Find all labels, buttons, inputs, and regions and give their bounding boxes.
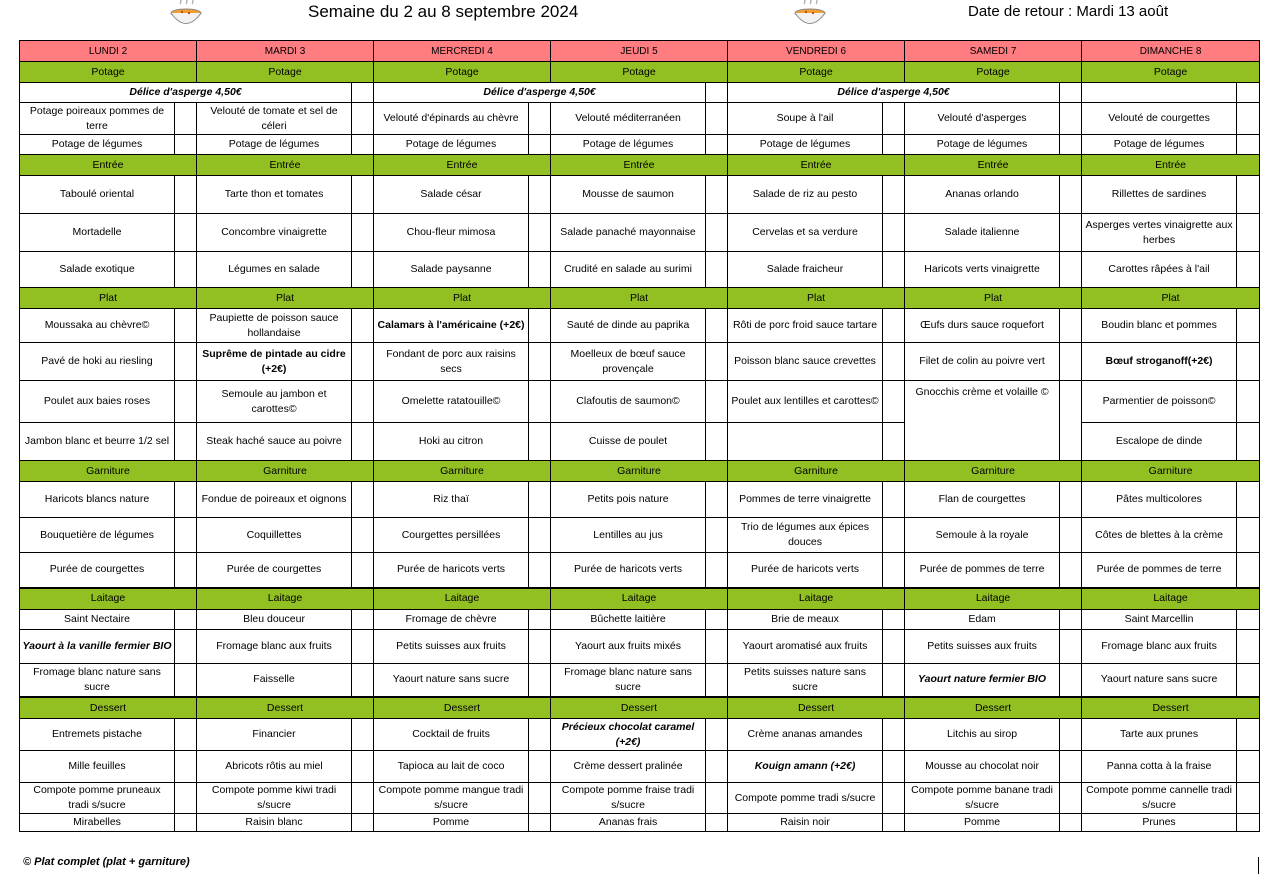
menu-item: Courgettes persillées — [374, 518, 529, 553]
section-header: Potage — [1082, 62, 1260, 83]
menu-item: Fromage blanc nature sans sucre — [551, 663, 706, 697]
special-dish: Délice d'asperge 4,50€ — [728, 83, 1060, 103]
section-header: Garniture — [374, 461, 551, 482]
menu-item: Boudin blanc et pommes — [1082, 309, 1237, 343]
menu-item: Poisson blanc sauce crevettes — [728, 343, 883, 381]
section-header: Laitage — [728, 588, 905, 610]
menu-item: Semoule à la royale — [905, 518, 1060, 553]
menu-item: Légumes en salade — [197, 252, 352, 288]
empty-cell — [706, 83, 728, 103]
menu-item: Purée de haricots verts — [728, 553, 883, 588]
menu-item: Parmentier de poisson© — [1082, 381, 1237, 423]
menu-item: Compote pomme cannelle tradi s/sucre — [1082, 783, 1237, 814]
menu-row — [20, 518, 1260, 553]
menu-item: Ananas frais — [551, 814, 706, 832]
menu-item: Hoki au citron — [374, 423, 529, 461]
section-header: Garniture — [197, 461, 374, 482]
menu-item: Yaourt nature sans sucre — [1082, 663, 1237, 697]
menu-item: Salade panaché mayonnaise — [551, 214, 706, 252]
menu-row — [20, 719, 1260, 751]
menu-row — [20, 663, 1260, 697]
page-title: Semaine du 2 au 8 septembre 2024 — [308, 2, 579, 21]
day-header: MERCREDI 4 — [374, 41, 551, 62]
menu-item: Potage de légumes — [20, 135, 175, 155]
menu-item: Litchis au sirop — [905, 719, 1060, 751]
menu-item: Soupe à l'ail — [728, 103, 883, 135]
menu-item: Purée de courgettes — [20, 553, 175, 588]
menu-item: Côtes de blettes à la crème — [1082, 518, 1237, 553]
menu-item: Pommes de terre vinaigrette — [728, 482, 883, 518]
menu-item: Potage de légumes — [728, 135, 883, 155]
section-header: Potage — [197, 62, 374, 83]
menu-row — [20, 553, 1260, 588]
menu-item: Salade italienne — [905, 214, 1060, 252]
menu-item: Clafoutis de saumon© — [551, 381, 706, 423]
section-row-potage — [20, 62, 1260, 83]
menu-item: Rillettes de sardines — [1082, 176, 1237, 214]
section-header: Entrée — [374, 155, 551, 176]
section-header: Laitage — [197, 588, 374, 610]
section-header: Entrée — [551, 155, 728, 176]
day-header: SAMEDI 7 — [905, 41, 1082, 62]
soup-bowl-icon — [166, 0, 206, 30]
section-header: Entrée — [728, 155, 905, 176]
weekly-menu-table — [19, 40, 1260, 832]
section-header: Plat — [197, 288, 374, 309]
menu-row — [20, 381, 1260, 423]
section-header: Dessert — [905, 697, 1082, 719]
section-header: Dessert — [728, 697, 905, 719]
section-header: Dessert — [551, 697, 728, 719]
menu-item: Concombre vinaigrette — [197, 214, 352, 252]
section-header: Laitage — [1082, 588, 1260, 610]
menu-item: Raisin noir — [728, 814, 883, 832]
menu-item: Fromage blanc aux fruits — [1082, 629, 1237, 663]
section-row-garniture — [20, 461, 1260, 482]
special-dish: Délice d'asperge 4,50€ — [374, 83, 706, 103]
menu-item: Fromage blanc nature sans sucre — [20, 663, 175, 697]
section-header: Laitage — [20, 588, 197, 610]
menu-item: Moelleux de bœuf sauce provençale — [551, 343, 706, 381]
menu-item: Purée de courgettes — [197, 553, 352, 588]
day-header: LUNDI 2 — [20, 41, 197, 62]
menu-item: Compote pomme pruneaux tradi s/sucre — [20, 783, 175, 814]
empty-cell — [1237, 83, 1260, 103]
menu-item: Mille feuilles — [20, 751, 175, 783]
menu-item: Potage de légumes — [197, 135, 352, 155]
section-header: Entrée — [1082, 155, 1260, 176]
menu-row — [20, 343, 1260, 381]
menu-item: Fondant de porc aux raisins secs — [374, 343, 529, 381]
menu-item: Suprême de pintade au cidre (+2€) — [197, 343, 352, 381]
menu-row — [20, 309, 1260, 343]
menu-item: Gnocchis crème et volaille © — [905, 381, 1060, 461]
menu-item: Yaourt aux fruits mixés — [551, 629, 706, 663]
menu-item: Précieux chocolat caramel (+2€) — [551, 719, 706, 751]
menu-item: Velouté d'épinards au chèvre — [374, 103, 529, 135]
section-row-laitage — [20, 588, 1260, 610]
section-header: Plat — [20, 288, 197, 309]
menu-item: Saint Nectaire — [20, 609, 175, 629]
menu-row — [20, 214, 1260, 252]
empty-cell — [352, 83, 374, 103]
menu-item: Riz thaï — [374, 482, 529, 518]
day-header: MARDI 3 — [197, 41, 374, 62]
menu-item: Pavé de hoki au riesling — [20, 343, 175, 381]
menu-item: Ananas orlando — [905, 176, 1060, 214]
menu-item: Fromage de chèvre — [374, 609, 529, 629]
menu-item: Petits suisses aux fruits — [374, 629, 529, 663]
menu-item: Prunes — [1082, 814, 1237, 832]
menu-item: Bouquetière de légumes — [20, 518, 175, 553]
menu-row — [20, 609, 1260, 629]
menu-row — [20, 629, 1260, 663]
section-header: Plat — [728, 288, 905, 309]
menu-item: Yaourt nature fermier BIO — [905, 663, 1060, 697]
menu-item: Mousse au chocolat noir — [905, 751, 1060, 783]
section-header: Potage — [551, 62, 728, 83]
menu-item: Faisselle — [197, 663, 352, 697]
menu-row — [20, 252, 1260, 288]
menu-item: Potage de légumes — [551, 135, 706, 155]
menu-item: Sauté de dinde au paprika — [551, 309, 706, 343]
day-header: JEUDI 5 — [551, 41, 728, 62]
menu-row — [20, 135, 1260, 155]
section-header: Plat — [374, 288, 551, 309]
section-header: Dessert — [20, 697, 197, 719]
menu-item: Crème ananas amandes — [728, 719, 883, 751]
menu-item: Edam — [905, 609, 1060, 629]
menu-item: Flan de courgettes — [905, 482, 1060, 518]
menu-item: Yaourt nature sans sucre — [374, 663, 529, 697]
menu-item: Paupiette de poisson sauce hollandaise — [197, 309, 352, 343]
menu-item: Tarte aux prunes — [1082, 719, 1237, 751]
menu-item: Financier — [197, 719, 352, 751]
menu-item: Calamars à l'américaine (+2€) — [374, 309, 529, 343]
menu-item: Bœuf stroganoff(+2€) — [1082, 343, 1237, 381]
menu-item: Velouté de courgettes — [1082, 103, 1237, 135]
menu-row — [20, 176, 1260, 214]
special-dish: Délice d'asperge 4,50€ — [20, 83, 352, 103]
section-header: Laitage — [905, 588, 1082, 610]
menu-item: Entremets pistache — [20, 719, 175, 751]
menu-item: Panna cotta à la fraise — [1082, 751, 1237, 783]
menu-item: Salade exotique — [20, 252, 175, 288]
menu-item: Bûchette laitière — [551, 609, 706, 629]
page-header — [0, 0, 1280, 40]
day-header: VENDREDI 6 — [728, 41, 905, 62]
menu-item: Fondue de poireaux et oignons — [197, 482, 352, 518]
menu-item: Compote pomme fraise tradi s/sucre — [551, 783, 706, 814]
menu-item: Salade paysanne — [374, 252, 529, 288]
menu-item: Lentilles au jus — [551, 518, 706, 553]
section-header: Dessert — [374, 697, 551, 719]
menu-item: Purée de pommes de terre — [905, 553, 1060, 588]
empty-cell — [1082, 83, 1237, 103]
days-row — [20, 41, 1260, 62]
menu-item: Compote pomme kiwi tradi s/sucre — [197, 783, 352, 814]
menu-item: Crème dessert pralinée — [551, 751, 706, 783]
menu-item: Poulet aux baies roses — [20, 381, 175, 423]
menu-item: Omelette ratatouille© — [374, 381, 529, 423]
section-header: Dessert — [1082, 697, 1260, 719]
menu-item: Tarte thon et tomates — [197, 176, 352, 214]
section-header: Entrée — [905, 155, 1082, 176]
menu-item: Compote pomme mangue tradi s/sucre — [374, 783, 529, 814]
menu-item: Potage de légumes — [1082, 135, 1237, 155]
menu-row — [20, 482, 1260, 518]
menu-item: Pâtes multicolores — [1082, 482, 1237, 518]
menu-item: Fromage blanc aux fruits — [197, 629, 352, 663]
section-header: Garniture — [551, 461, 728, 482]
menu-item: Potage de légumes — [374, 135, 529, 155]
menu-item: Petits pois nature — [551, 482, 706, 518]
menu-row — [20, 783, 1260, 814]
menu-item: Salade de riz au pesto — [728, 176, 883, 214]
menu-item: Asperges vertes vinaigrette aux herbes — [1082, 214, 1237, 252]
menu-item: Velouté méditerranéen — [551, 103, 706, 135]
menu-item: Pomme — [905, 814, 1060, 832]
menu-item: Carottes râpées à l'ail — [1082, 252, 1237, 288]
menu-item: Moussaka au chèvre© — [20, 309, 175, 343]
menu-item: Trio de légumes aux épices douces — [728, 518, 883, 553]
section-header: Plat — [905, 288, 1082, 309]
menu-item: Filet de colin au poivre vert — [905, 343, 1060, 381]
section-header: Dessert — [197, 697, 374, 719]
menu-item: Chou-fleur mimosa — [374, 214, 529, 252]
menu-item: Brie de meaux — [728, 609, 883, 629]
menu-item: Salade césar — [374, 176, 529, 214]
menu-item: Mousse de saumon — [551, 176, 706, 214]
menu-item: Jambon blanc et beurre 1/2 sel — [20, 423, 175, 461]
menu-item: Purée de haricots verts — [374, 553, 529, 588]
menu-row — [20, 814, 1260, 832]
menu-item: Pomme — [374, 814, 529, 832]
menu-item: Œufs durs sauce roquefort — [905, 309, 1060, 343]
empty-cell — [1060, 83, 1082, 103]
section-header: Laitage — [374, 588, 551, 610]
menu-item: Potage de légumes — [905, 135, 1060, 155]
menu-item: Haricots blancs nature — [20, 482, 175, 518]
menu-item: Purée de haricots verts — [551, 553, 706, 588]
menu-item: Tapioca au lait de coco — [374, 751, 529, 783]
section-header: Entrée — [197, 155, 374, 176]
return-date: Date de retour : Mardi 13 août — [968, 3, 1169, 20]
section-header: Garniture — [728, 461, 905, 482]
menu-item: Cervelas et sa verdure — [728, 214, 883, 252]
menu-item: Raisin blanc — [197, 814, 352, 832]
footnote: © Plat complet (plat + garniture) — [23, 856, 190, 868]
menu-item: Steak haché sauce au poivre — [197, 423, 352, 461]
menu-item: Bleu douceur — [197, 609, 352, 629]
section-row-dessert — [20, 697, 1260, 719]
menu-item: Yaourt à la vanille fermier BIO — [20, 629, 175, 663]
menu-item: Yaourt aromatisé aux fruits — [728, 629, 883, 663]
menu-item: Crudité en salade au surimi — [551, 252, 706, 288]
section-header: Garniture — [905, 461, 1082, 482]
section-header: Potage — [905, 62, 1082, 83]
menu-item: Haricots verts vinaigrette — [905, 252, 1060, 288]
section-header: Potage — [374, 62, 551, 83]
menu-item: Petits suisses aux fruits — [905, 629, 1060, 663]
menu-item: Rôti de porc froid sauce tartare — [728, 309, 883, 343]
section-row-entree — [20, 155, 1260, 176]
day-header: DIMANCHE 8 — [1082, 41, 1260, 62]
menu-item: Cuisse de poulet — [551, 423, 706, 461]
menu-item: Compote pomme banane tradi s/sucre — [905, 783, 1060, 814]
section-header: Plat — [1082, 288, 1260, 309]
menu-item: Potage poireaux pommes de terre — [20, 103, 175, 135]
menu-item: Poulet aux lentilles et carottes© — [728, 381, 883, 423]
menu-item: Petits suisses nature sans sucre — [728, 663, 883, 697]
menu-item: Compote pomme tradi s/sucre — [728, 783, 883, 814]
menu-item: Mortadelle — [20, 214, 175, 252]
menu-item: Escalope de dinde — [1082, 423, 1237, 461]
menu-item: Semoule au jambon et carottes© — [197, 381, 352, 423]
section-header: Garniture — [20, 461, 197, 482]
menu-row — [20, 103, 1260, 135]
menu-item: Coquillettes — [197, 518, 352, 553]
section-row-plat — [20, 288, 1260, 309]
menu-item: Purée de pommes de terre — [1082, 553, 1237, 588]
menu-item: Abricots rôtis au miel — [197, 751, 352, 783]
section-header: Entrée — [20, 155, 197, 176]
menu-item: Cocktail de fruits — [374, 719, 529, 751]
divider — [1258, 857, 1259, 874]
section-header: Potage — [20, 62, 197, 83]
menu-item: Mirabelles — [20, 814, 175, 832]
menu-item: Salade fraicheur — [728, 252, 883, 288]
menu-item: Kouign amann (+2€) — [728, 751, 883, 783]
menu-item: Velouté d'asperges — [905, 103, 1060, 135]
menu-item: Taboulé oriental — [20, 176, 175, 214]
section-header: Laitage — [551, 588, 728, 610]
menu-item — [728, 423, 883, 461]
menu-item: Velouté de tomate et sel de céleri — [197, 103, 352, 135]
special-row — [20, 83, 1260, 103]
soup-bowl-icon — [790, 0, 830, 30]
section-header: Potage — [728, 62, 905, 83]
section-header: Plat — [551, 288, 728, 309]
menu-item: Saint Marcellin — [1082, 609, 1237, 629]
section-header: Garniture — [1082, 461, 1260, 482]
menu-row — [20, 751, 1260, 783]
